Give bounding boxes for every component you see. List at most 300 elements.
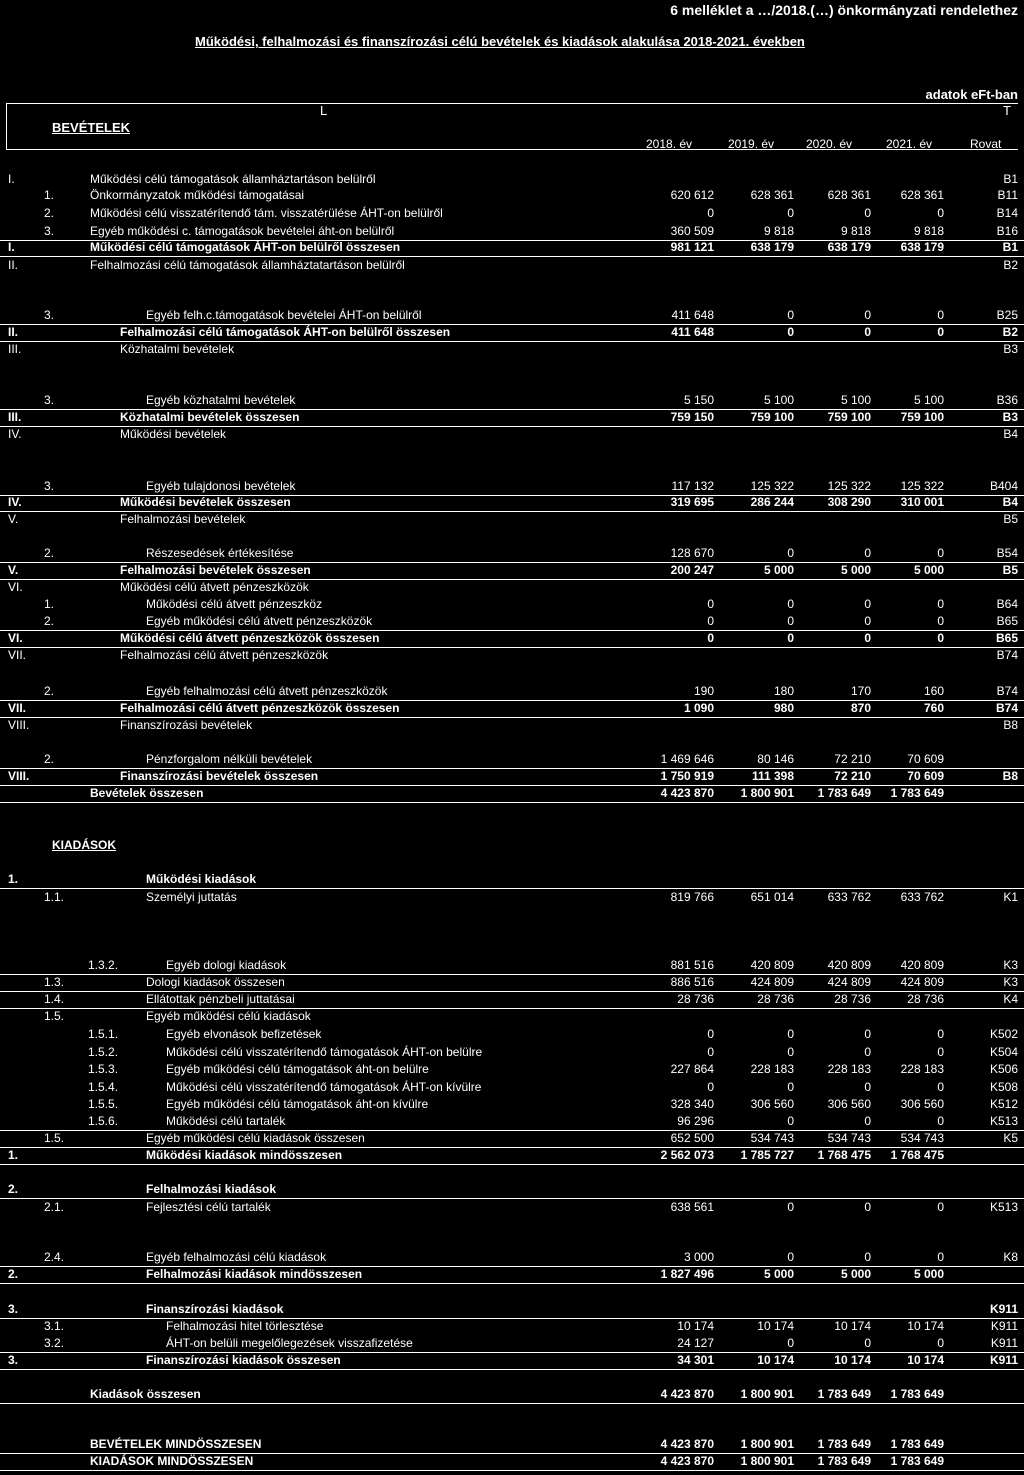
cell-value: 9 818	[913, 224, 944, 238]
cell-name: Felhalmozási célú átvett pénzeszközök	[120, 648, 329, 662]
cell-code: 3.	[44, 308, 55, 322]
cell-value: 306 560	[827, 1097, 871, 1111]
table-row	[0, 1267, 1024, 1284]
cell-code: V.	[8, 512, 19, 526]
table-row	[0, 224, 1024, 241]
col-2018: 2018. év	[646, 137, 693, 151]
table-row	[0, 1027, 1024, 1043]
cell-code: III.	[8, 410, 22, 424]
cell-value: 628 361	[900, 188, 944, 202]
cell-value: 0	[787, 614, 794, 628]
cell-value: 5 000	[840, 563, 871, 577]
cell-value: 0	[864, 1027, 871, 1041]
cell-value: 5 000	[763, 563, 794, 577]
cell-r: K911	[990, 1319, 1018, 1333]
cell-value: 0	[787, 1200, 794, 1214]
cell-value: 0	[937, 1250, 944, 1264]
table-row	[0, 1437, 1024, 1454]
cell-value: 72 210	[834, 752, 871, 766]
header-box	[6, 103, 1018, 150]
cell-value: 0	[937, 1114, 944, 1128]
cell-value: 125 322	[827, 479, 871, 493]
table-row	[0, 563, 1024, 580]
cell-value: 310 001	[900, 495, 944, 509]
cell-value: 306 560	[750, 1097, 794, 1111]
cell-value: 0	[937, 1336, 944, 1350]
cell-name: Önkormányzatok működési támogatásai	[90, 188, 305, 202]
cell-value: 424 809	[750, 975, 794, 989]
cell-value: 9 818	[763, 224, 794, 238]
cell-r: B16	[996, 224, 1018, 238]
table-row	[0, 769, 1024, 786]
cell-value: 2 562 073	[660, 1148, 714, 1162]
cell-name: Pénzforgalom nélküli bevételek	[146, 752, 313, 766]
table-row	[0, 393, 1024, 410]
cell-value: 1 783 649	[817, 786, 871, 800]
cell-value: 1 783 649	[890, 786, 944, 800]
table-row	[0, 1080, 1024, 1096]
cell-code: VI.	[8, 580, 23, 594]
cell-value: 0	[937, 597, 944, 611]
cell-value: 1 800 901	[740, 1437, 794, 1451]
cell-value: 360 509	[670, 224, 714, 238]
cell-value: 420 809	[827, 958, 871, 972]
cell-r: B74	[995, 701, 1018, 715]
header-T: T	[1003, 103, 1011, 118]
cell-value: 5 100	[840, 393, 871, 407]
cell-name: Egyéb működési célú átvett pénzeszközök	[146, 614, 373, 628]
cell-value: 638 561	[670, 1200, 714, 1214]
cell-code: 2.	[8, 1267, 19, 1281]
col-rovat: Rovat	[970, 137, 1002, 151]
cell-code: 1.5.5.	[88, 1097, 119, 1111]
cell-value: 0	[787, 1250, 794, 1264]
cell-value: 0	[864, 546, 871, 560]
cell-value: 0	[937, 614, 944, 628]
cell-code: 2.	[44, 546, 55, 560]
cell-value: 759 100	[900, 410, 944, 424]
cell-value: 0	[864, 1250, 871, 1264]
table-row	[0, 684, 1024, 701]
cell-code: 1.	[8, 1148, 19, 1162]
cell-name: Finanszírozási kiadások összesen	[146, 1353, 341, 1367]
table-row	[0, 188, 1024, 204]
cell-value: 1 785 727	[740, 1148, 794, 1162]
table-row	[0, 958, 1024, 975]
cell-name: Felhalmozási bevételek összesen	[120, 563, 311, 577]
cell-value: 420 809	[750, 958, 794, 972]
col-2021: 2021. év	[886, 137, 933, 151]
table-row	[0, 1182, 1024, 1199]
cell-r: K8	[1003, 1250, 1018, 1264]
table-row	[0, 1250, 1024, 1267]
cell-code: 1.4.	[44, 992, 65, 1006]
cell-r: B1	[1003, 172, 1018, 186]
cell-r: B404	[989, 479, 1018, 493]
cell-value: 111 398	[751, 769, 794, 783]
cell-value: 9 818	[840, 224, 871, 238]
cell-value: 886 516	[670, 975, 714, 989]
cell-value: 228 183	[827, 1062, 871, 1076]
cell-r: B3	[1003, 342, 1018, 356]
table-row	[0, 427, 1024, 443]
cell-value: 424 809	[827, 975, 871, 989]
cell-code: 3.	[44, 479, 55, 493]
cell-r: B25	[996, 308, 1018, 322]
cell-value: 5 000	[763, 1267, 794, 1281]
cell-value: 0	[864, 1200, 871, 1214]
cell-code: 1.1.	[44, 890, 65, 904]
cell-value: 0	[864, 1114, 871, 1128]
cell-name: KIADÁSOK MINDÖSSZESEN	[90, 1454, 254, 1468]
cell-r: B4	[1003, 427, 1018, 441]
cell-name: Felhalmozási kiadások mindösszesen	[146, 1267, 363, 1281]
table-row	[0, 1062, 1024, 1078]
table-row	[0, 580, 1024, 596]
table-row	[0, 631, 1024, 648]
cell-value: 1 768 475	[817, 1148, 871, 1162]
cell-name: Ellátottak pénzbeli juttatásai	[146, 992, 295, 1006]
cell-name: Működési célú visszatérítendő tám. visszatérülése ÁHT-on belülről	[90, 206, 443, 220]
cell-name: Fejlesztési célú tartalék	[146, 1200, 271, 1214]
cell-value: 228 183	[900, 1062, 944, 1076]
cell-value: 10 174	[834, 1319, 871, 1333]
cell-name: Felhalmozási kiadások	[146, 1182, 277, 1196]
cell-name: Működési bevételek összesen	[120, 495, 291, 509]
cell-r: K502	[989, 1027, 1018, 1041]
cell-name: Működési célú tartalék	[166, 1114, 286, 1128]
cell-code: 1.	[8, 872, 19, 886]
cell-code: 1.	[44, 597, 55, 611]
cell-r: K506	[989, 1062, 1018, 1076]
table-row	[0, 342, 1024, 358]
table-row	[0, 1131, 1024, 1148]
cell-value: 1 800 901	[740, 786, 794, 800]
cell-code: II.	[8, 258, 19, 272]
table-row	[0, 546, 1024, 563]
cell-value: 228 183	[750, 1062, 794, 1076]
cell-r: B2	[1003, 258, 1018, 272]
cell-value: 170	[850, 684, 871, 698]
cell-name: Egyéb dologi kiadások	[166, 958, 287, 972]
cell-value: 0	[707, 1045, 714, 1059]
cell-value: 0	[787, 597, 794, 611]
cell-value: 0	[707, 1080, 714, 1094]
cell-name: Egyéb tulajdonosi bevételek	[146, 479, 296, 493]
cell-value: 0	[864, 614, 871, 628]
cell-value: 638 179	[750, 240, 794, 254]
cell-code: 1.5.3.	[88, 1062, 119, 1076]
table-row	[0, 872, 1024, 889]
cell-r: B14	[996, 206, 1018, 220]
table-row	[0, 597, 1024, 613]
cell-value: 1 783 649	[890, 1437, 944, 1451]
cell-value: 10 174	[907, 1319, 944, 1333]
table-row	[0, 206, 1024, 222]
cell-r: K5	[1003, 1131, 1018, 1145]
cell-value: 0	[707, 597, 714, 611]
cell-value: 1 800 901	[740, 1454, 794, 1468]
cell-code: 2.	[8, 1182, 19, 1196]
table-row	[0, 1387, 1024, 1404]
cell-value: 117 132	[671, 479, 714, 493]
cell-value: 1 090	[683, 701, 714, 715]
cell-r: K508	[989, 1080, 1018, 1094]
cell-code: 1.5.	[44, 1131, 65, 1145]
cell-name: Közhatalmi bevételek	[120, 342, 235, 356]
cell-r: K911	[990, 1336, 1018, 1350]
cell-value: 5 000	[840, 1267, 871, 1281]
cell-name: Finanszírozási kiadások	[146, 1302, 284, 1316]
cell-value: 4 423 870	[660, 1437, 714, 1451]
cell-name: Bevételek összesen	[90, 786, 204, 800]
cell-value: 1 469 646	[660, 752, 714, 766]
table-row	[0, 258, 1024, 274]
cell-code: VII.	[8, 701, 27, 715]
cell-code: 2.	[44, 614, 55, 628]
cell-value: 4 423 870	[660, 1387, 714, 1401]
cell-code: 3.2.	[44, 1336, 65, 1350]
cell-value: 0	[787, 1045, 794, 1059]
table-row	[0, 1319, 1024, 1335]
cell-code: IV.	[8, 495, 22, 509]
cell-value: 306 560	[900, 1097, 944, 1111]
cell-value: 534 743	[750, 1131, 794, 1145]
table-row	[0, 1097, 1024, 1113]
table-row	[0, 1353, 1024, 1370]
cell-value: 420 809	[900, 958, 944, 972]
cell-value: 28 736	[907, 992, 944, 1006]
cell-value: 1 783 649	[890, 1454, 944, 1468]
table-row	[0, 410, 1024, 427]
cell-name: Felhalmozási célú támogatások ÁHT-on belülről összesen	[120, 325, 451, 339]
cell-value: 0	[937, 1045, 944, 1059]
cell-name: Egyéb elvonások befizetések	[166, 1027, 322, 1041]
cell-code: 1.	[44, 188, 55, 202]
cell-value: 881 516	[670, 958, 714, 972]
cell-r: K3	[1003, 975, 1018, 989]
cell-value: 10 174	[907, 1353, 944, 1367]
cell-value: 308 290	[827, 495, 871, 509]
cell-value: 160	[923, 684, 944, 698]
cell-code: 1.5.4.	[88, 1080, 119, 1094]
cell-code: 2.	[44, 752, 55, 766]
cell-value: 424 809	[900, 975, 944, 989]
cell-value: 24 127	[677, 1336, 714, 1350]
cell-value: 1 800 901	[740, 1387, 794, 1401]
cell-name: Működési célú visszatérítendő támogatások ÁHT-on kívülre	[166, 1080, 482, 1094]
cell-value: 0	[937, 1200, 944, 1214]
cell-value: 72 210	[834, 769, 871, 783]
table-row	[0, 479, 1024, 496]
expense-section-title: KIADÁSOK	[52, 838, 117, 852]
cell-name: Működési célú átvett pénzeszközök összesen	[120, 631, 380, 645]
table-row	[0, 992, 1024, 1009]
col-2019: 2019. év	[728, 137, 775, 151]
cell-code: 3.	[8, 1353, 19, 1367]
cell-name: Egyéb felhalmozási célú átvett pénzeszközök	[146, 684, 388, 698]
cell-value: 633 762	[827, 890, 871, 904]
cell-name: Működési célú átvett pénzeszközök	[120, 580, 309, 594]
cell-name: BEVÉTELEK MINDÖSSZESEN	[90, 1437, 262, 1451]
cell-value: 0	[787, 1114, 794, 1128]
cell-value: 125 322	[900, 479, 944, 493]
cell-value: 0	[707, 206, 714, 220]
cell-r: B65	[996, 614, 1018, 628]
table-row	[0, 975, 1024, 992]
cell-value: 28 736	[834, 992, 871, 1006]
cell-value: 628 361	[827, 188, 871, 202]
cell-value: 0	[937, 308, 944, 322]
cell-r: B64	[996, 597, 1018, 611]
table-row	[0, 614, 1024, 631]
cell-value: 0	[787, 631, 794, 645]
cell-value: 870	[850, 701, 871, 715]
cell-value: 534 743	[827, 1131, 871, 1145]
cell-r: B74	[996, 648, 1018, 662]
cell-name: Működési célú átvett pénzeszköz	[146, 597, 323, 611]
cell-name: Közhatalmi bevételek összesen	[120, 410, 300, 424]
cell-value: 180	[773, 684, 794, 698]
cell-r: K513	[989, 1200, 1018, 1214]
cell-value: 652 500	[670, 1131, 714, 1145]
cell-r: K512	[989, 1097, 1018, 1111]
cell-name: Felhalmozási bevételek	[120, 512, 246, 526]
cell-name: Egyéb működési c. támogatások bevételei áht-on belülről	[90, 224, 395, 238]
cell-value: 0	[707, 1027, 714, 1041]
cell-code: III.	[8, 342, 22, 356]
cell-value: 10 174	[757, 1353, 794, 1367]
cell-code: 2.	[44, 684, 55, 698]
cell-value: 1 783 649	[817, 1454, 871, 1468]
cell-r: K1	[1003, 890, 1018, 904]
cell-r: K4	[1003, 992, 1018, 1006]
cell-code: I.	[8, 240, 15, 254]
cell-code: 3.	[8, 1302, 19, 1316]
cell-name: Finanszírozási bevételek	[120, 718, 253, 732]
cell-name: Működési célú támogatások államháztartáson belülről	[90, 172, 376, 186]
cell-value: 651 014	[750, 890, 794, 904]
cell-name: Személyi juttatás	[146, 890, 237, 904]
cell-value: 190	[693, 684, 714, 698]
cell-name: Egyéb közhatalmi bevételek	[146, 393, 296, 407]
table-row	[0, 718, 1024, 734]
cell-code: 1.5.2.	[88, 1045, 119, 1059]
table-row	[0, 495, 1024, 512]
cell-value: 28 736	[757, 992, 794, 1006]
cell-value: 5 100	[763, 393, 794, 407]
cell-value: 759 100	[827, 410, 871, 424]
cell-code: IV.	[8, 427, 22, 441]
table-row	[0, 890, 1024, 906]
header-L: L	[320, 103, 328, 118]
cell-value: 1 827 496	[660, 1267, 714, 1281]
cell-name: Részesedések értékesítése	[146, 546, 294, 560]
cell-value: 4 423 870	[660, 786, 714, 800]
cell-code: VIII.	[8, 769, 30, 783]
cell-value: 760	[923, 701, 944, 715]
cell-value: 70 609	[907, 752, 944, 766]
cell-value: 319 695	[670, 495, 714, 509]
cell-code: 3.	[44, 224, 55, 238]
cell-value: 638 179	[827, 240, 871, 254]
cell-value: 34 301	[677, 1353, 714, 1367]
cell-value: 3 000	[683, 1250, 714, 1264]
cell-value: 0	[864, 631, 871, 645]
cell-name: Működési célú támogatások ÁHT-on belülről összesen	[90, 240, 401, 254]
cell-name: Felhalmozási célú támogatások államháztatartáson belülről	[90, 258, 405, 272]
cell-value: 128 670	[670, 546, 714, 560]
cell-value: 0	[787, 1027, 794, 1041]
cell-value: 981 121	[670, 240, 714, 254]
table-row	[0, 1302, 1024, 1319]
table-row	[0, 1045, 1024, 1061]
cell-value: 534 743	[900, 1131, 944, 1145]
cell-name: Egyéb felh.c.támogatások bevételei ÁHT-on belülről	[146, 308, 422, 322]
table-row	[0, 752, 1024, 769]
cell-value: 4 423 870	[660, 1454, 714, 1468]
cell-code: 3.1.	[44, 1319, 65, 1333]
cell-value: 0	[937, 325, 944, 339]
cell-value: 0	[787, 1080, 794, 1094]
cell-value: 633 762	[900, 890, 944, 904]
unit-label: adatok eFt-ban	[925, 87, 1018, 102]
cell-name: Egyéb működési célú támogatások áht-on belülre	[166, 1062, 429, 1076]
cell-value: 227 864	[670, 1062, 714, 1076]
table-row	[0, 1009, 1024, 1025]
cell-code: 2.1.	[44, 1200, 65, 1214]
cell-value: 411 648	[671, 308, 714, 322]
cell-value: 0	[787, 546, 794, 560]
cell-code: VI.	[8, 631, 23, 645]
cell-name: Egyéb működési célú kiadások összesen	[146, 1131, 365, 1145]
cell-name: Kiadások összesen	[90, 1387, 201, 1401]
cell-value: 0	[864, 1080, 871, 1094]
cell-r: B4	[1002, 495, 1018, 509]
cell-name: Egyéb működési célú kiadások	[146, 1009, 311, 1023]
table-row	[0, 325, 1024, 342]
cell-name: Felhalmozási célú átvett pénzeszközök összesen	[120, 701, 400, 715]
table-row	[0, 1454, 1024, 1471]
cell-code: VII.	[8, 648, 27, 662]
cell-value: 28 736	[677, 992, 714, 1006]
cell-value: 0	[937, 1027, 944, 1041]
cell-r: B5	[1002, 563, 1018, 577]
cell-code: 2.4.	[44, 1250, 65, 1264]
revenue-section-title: BEVÉTELEK	[52, 120, 131, 135]
cell-r: B65	[995, 631, 1018, 645]
cell-code: 2.	[44, 206, 55, 220]
cell-value: 0	[787, 325, 794, 339]
cell-name: Működési kiadások mindösszesen	[146, 1148, 343, 1162]
cell-value: 0	[864, 1336, 871, 1350]
document-note: 6 melléklet a …/2018.(…) önkormányzati rendelethez	[670, 2, 1018, 18]
cell-r: B1	[1002, 240, 1018, 254]
cell-name: Felhalmozási hitel törlesztése	[166, 1319, 324, 1333]
cell-value: 0	[787, 308, 794, 322]
cell-r: K911	[989, 1302, 1018, 1316]
cell-code: 1.3.2.	[88, 958, 119, 972]
cell-value: 5 100	[913, 393, 944, 407]
cell-code: 3.	[44, 393, 55, 407]
cell-r: B74	[996, 684, 1018, 698]
cell-r: K504	[989, 1045, 1018, 1059]
cell-value: 759 150	[670, 410, 714, 424]
cell-r: K911	[989, 1353, 1018, 1367]
cell-name: Egyéb működési célú támogatások áht-on kívülre	[166, 1097, 429, 1111]
cell-value: 628 361	[750, 188, 794, 202]
cell-code: II.	[8, 325, 19, 339]
